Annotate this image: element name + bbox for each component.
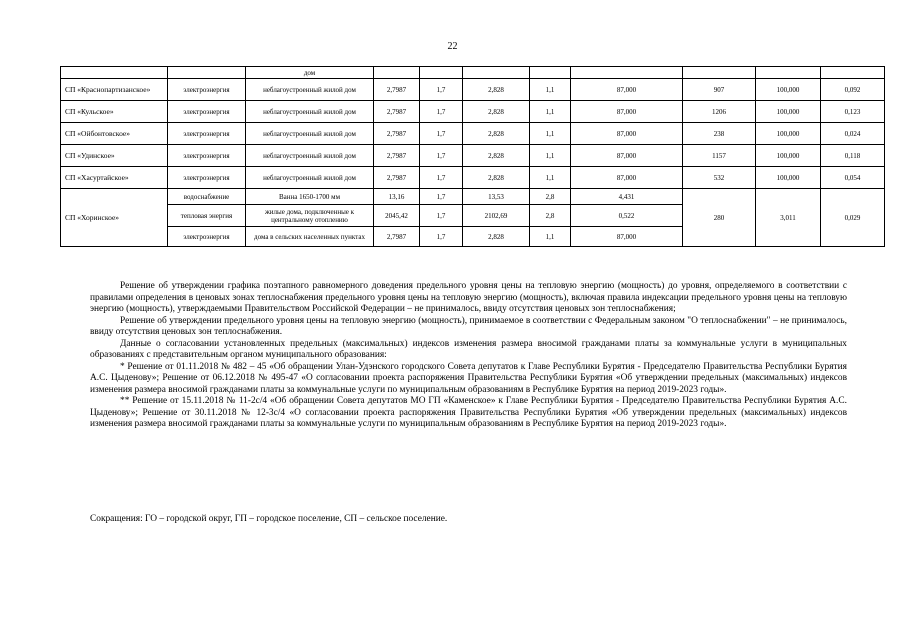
settlement-name-cell [61,67,168,79]
table-cell: 2,7987 [374,101,420,123]
settlement-name-cell: СП «Хоринское» [61,189,168,247]
table-cell: 100,000 [756,145,821,167]
table-cell: 2,7987 [374,123,420,145]
table-cell: 2,7987 [374,227,420,247]
table-cell: 100,000 [756,101,821,123]
table-cell: 2,7987 [374,79,420,101]
table-cell: неблагоустроенный жилой дом [246,167,374,189]
table-cell: 2,8 [530,205,571,227]
table-cell: 1,1 [530,167,571,189]
table-cell [463,67,530,79]
table-cell: 1,1 [530,79,571,101]
table-cell: 1,1 [530,145,571,167]
table-row [61,79,885,101]
table-cell: 2045,42 [374,205,420,227]
table-cell: 3,011 [756,189,821,247]
table-cell: 0,118 [821,145,885,167]
paragraph-footnote-1: * Решение от 01.11.2018 № 482 – 45 «Об обращении Улан-Удэнского городского Совета депутатов к Главе Республики Бурятия - Председателю Правительства Республики Бурятия А.С. Цыденову»; Решение от 06.12.2018 № 495-47 «О согласовании проекта распоряжения Правительства Республики Бурятия «Об утверждении предельных (максимальных) индексов изменения размера вносимой гражданами платы за коммунальные услуги по муниципальным образованиям в Республике Бурятия на период 2019-2023 годы». [90,361,847,395]
paragraph-price-limit: Решение об утверждении предельного уровня цены на тепловую энергию (мощность), принимаемое в соответствии с Федеральным законом "О теплоснабжении" – не принималось, ввиду отсутствия ценовых зон теплоснабжения. [90,315,847,337]
table-cell: 238 [683,123,756,145]
table-row [61,189,885,205]
table-cell: 1206 [683,101,756,123]
table-cell: электроэнергия [168,101,246,123]
table-cell: неблагоустроенный жилой дом [246,101,374,123]
table-cell: 280 [683,189,756,247]
settlement-name-cell: СП «Краснопартизанское» [61,79,168,101]
table-row [61,167,885,189]
table-cell [420,67,463,79]
table-cell: 87,000 [571,145,683,167]
table-cell: 1,1 [530,227,571,247]
table-cell: 87,000 [571,79,683,101]
table-cell: 87,000 [571,123,683,145]
table-cell: неблагоустроенный жилой дом [246,123,374,145]
table-cell [530,67,571,79]
table-cell: 100,000 [756,123,821,145]
table-cell: 1,7 [420,167,463,189]
table-cell: дома в сельских населенных пунктах [246,227,374,247]
tariff-table [60,66,885,247]
table-row [61,145,885,167]
table-cell: 1,7 [420,123,463,145]
paragraph-coordination: Данные о согласовании установленных предельных (максимальных) индексов изменения размера вносимой гражданами платы за коммунальные услуги в муниципальных образованиях с представительным органом муниципального образования: [90,338,847,360]
table-cell: жилые дома, подключенные к центральному отоплению [246,205,374,227]
table-cell: 2,828 [463,145,530,167]
table-cell: 0,092 [821,79,885,101]
table-cell: 1,7 [420,205,463,227]
table-cell: 13,53 [463,189,530,205]
table-row [61,67,885,79]
table-cell: 0,054 [821,167,885,189]
settlement-name-cell: СП «Удинское» [61,145,168,167]
settlement-name-cell: СП «Ойбонтовское» [61,123,168,145]
table-cell: 0,123 [821,101,885,123]
table-cell [756,67,821,79]
table-cell: 2,828 [463,101,530,123]
table-cell: 1,7 [420,145,463,167]
settlement-name-cell: СП «Кульское» [61,101,168,123]
table-cell: 2,828 [463,79,530,101]
table-cell: 87,000 [571,167,683,189]
table-row [61,123,885,145]
table-cell: 4,431 [571,189,683,205]
decision-text [90,281,847,431]
table-cell: 87,000 [571,227,683,247]
table-cell: 0,024 [821,123,885,145]
table-cell: неблагоустроенный жилой дом [246,79,374,101]
table-cell: 2,7987 [374,167,420,189]
table-cell: 2,828 [463,227,530,247]
table-cell: дом [246,67,374,79]
table-cell: 1,7 [420,79,463,101]
table-cell: 2,828 [463,123,530,145]
table-cell: электроэнергия [168,167,246,189]
table-cell: неблагоустроенный жилой дом [246,145,374,167]
table-cell [374,67,420,79]
table-cell: электроэнергия [168,145,246,167]
table-cell: 532 [683,167,756,189]
table-cell: 2,7987 [374,145,420,167]
table-cell: 1,1 [530,123,571,145]
table-cell: 2,8 [530,189,571,205]
abbreviations-note: Сокращения: ГО – городской округ, ГП – городское поселение, СП – сельское поселение. [90,514,448,524]
paragraph-footnote-2: ** Решение от 15.11.2018 № 11-2с/4 «Об обращении Совета депутатов МО ГП «Каменское» к Главе Республики Бурятия - Председателю Правительства Республики Бурятия А.С. Цыденову»; Решение от 30.11.2018 № 12-3с/4 «О согласовании проекта распоряжения Правительства Республики Бурятия «Об утверждении предельных (максимальных) индексов изменения размера вносимой гражданами платы за коммунальные услуги по муниципальным образованиям в Республике Бурятия на период 2019-2023 годы». [90,396,847,429]
table-cell [571,67,683,79]
table-cell: Ванна 1650-1700 мм [246,189,374,205]
table-cell: 100,000 [756,167,821,189]
table-cell: 2,828 [463,167,530,189]
table-cell [683,67,756,79]
table-cell: водоснабжение [168,189,246,205]
table-row [61,101,885,123]
paragraph-price-schedule: Решение об утверждении графика поэтапного равномерного доведения предельного уровня цены на тепловую энергию (мощность) до уровня, определяемого в соответствии с правилами определения в ценовых зонах теплоснабжения предельного уровня цены на тепловую энергию (мощность), включая правила индексации предельного уровня цены на тепловую энергию (мощность), утверждаемыми Правительством Российской Федерации – не принималось, ввиду отсутствия ценовых зон теплоснабжения; [90,281,847,314]
table-cell: 907 [683,79,756,101]
table-cell: 1,1 [530,101,571,123]
table-cell: 100,000 [756,79,821,101]
table-cell: электроэнергия [168,227,246,247]
table-cell: 1,7 [420,227,463,247]
table-cell: 1,7 [420,101,463,123]
table-cell: электроэнергия [168,123,246,145]
table-cell: 2102,69 [463,205,530,227]
table-cell: 87,000 [571,101,683,123]
table-cell: тепловая энергия [168,205,246,227]
table-cell [168,67,246,79]
page-number: 22 [447,41,458,52]
settlement-name-cell: СП «Хасуртайское» [61,167,168,189]
table-cell: 0,522 [571,205,683,227]
table-cell: электроэнергия [168,79,246,101]
table-cell: 0,029 [821,189,885,247]
table-cell: 1157 [683,145,756,167]
table-cell: 1,7 [420,189,463,205]
table-cell: 13,16 [374,189,420,205]
table-cell [821,67,885,79]
